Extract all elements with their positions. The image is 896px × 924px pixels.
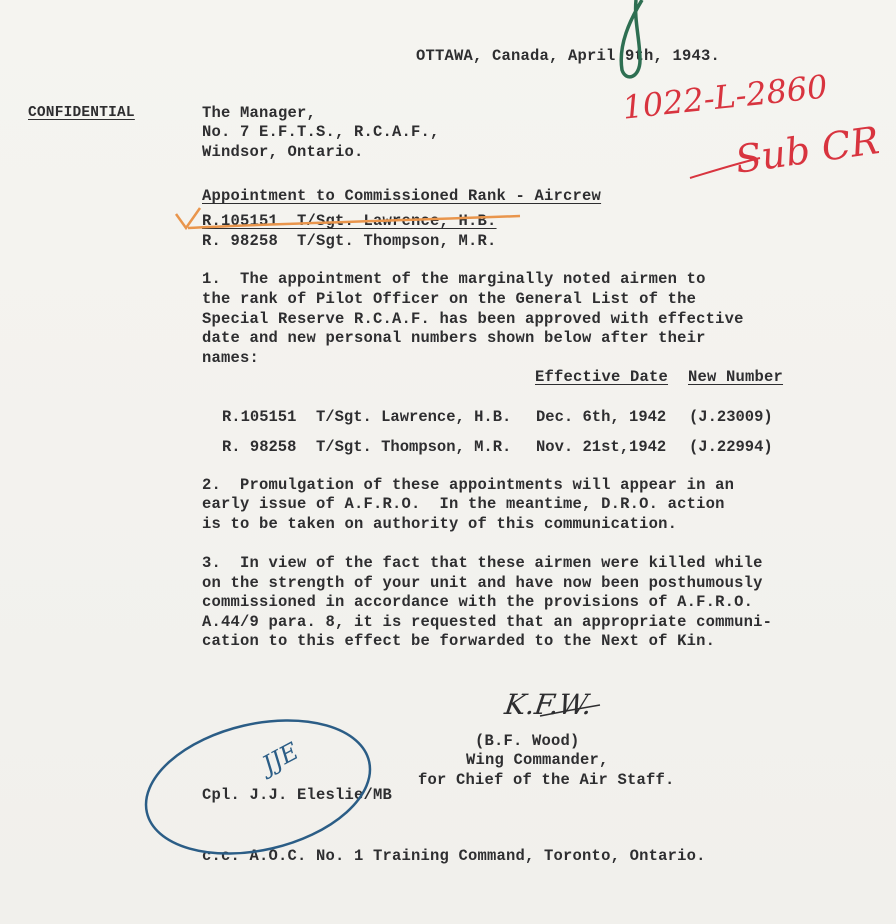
column-header-new-number: New Number <box>688 368 784 386</box>
new-number: (J.23009) <box>689 408 773 426</box>
paragraph-line: A.44/9 para. 8, it is requested that an appropriate communi- <box>202 613 773 631</box>
typist-initials: JJE <box>257 737 304 779</box>
paragraph-line: the rank of Pilot Officer on the General List of the <box>202 290 697 308</box>
subject-line: R. 98258 T/Sgt. Thompson, M.R. <box>202 232 497 250</box>
addressee-line: Windsor, Ontario. <box>202 143 364 161</box>
signatory-name: (B.F. Wood) <box>475 732 580 750</box>
service-number: R. 98258 <box>222 438 297 456</box>
paragraph-line: 3. In view of the fact that these airmen were killed while <box>202 554 763 572</box>
airman-name: T/Sgt. Lawrence, H.B. <box>316 408 512 426</box>
typist-line: Cpl. J.J. Eleslie/MB <box>202 786 393 804</box>
copy-to-line: c.c. A.O.C. No. 1 Training Command, Toronto, Ontario. <box>202 847 706 865</box>
column-header-effective-date: Effective Date <box>535 368 669 386</box>
signature-initials: K.F.W. <box>502 688 594 721</box>
orange-check-mark <box>176 208 200 228</box>
paragraph-line: cation to this effect be forwarded to the Next of Kin. <box>202 632 716 650</box>
paragraph-line: 2. Promulgation of these appointments will appear in an <box>202 476 735 494</box>
signatory-role: for Chief of the Air Staff. <box>418 771 675 789</box>
file-number-handwritten: 1022-L-2860 <box>620 67 830 127</box>
handwritten-note: Sub CR <box>732 118 882 182</box>
paragraph-line: date and new personal numbers shown below after their <box>202 329 706 347</box>
service-number: R.105151 <box>222 408 297 426</box>
paragraph-line: early issue of A.F.R.O. In the meantime, D.R.O. action <box>202 495 725 513</box>
paragraph-line: names: <box>202 349 260 367</box>
paragraph-line: Special Reserve R.C.A.F. has been approved with effective <box>202 310 744 328</box>
addressee-line: No. 7 E.F.T.S., R.C.A.F., <box>202 123 440 141</box>
paragraph-line: is to be taken on authority of this communication. <box>202 515 678 533</box>
addressee-line: The Manager, <box>202 104 317 122</box>
classification-label: CONFIDENTIAL <box>28 105 135 121</box>
place-date: OTTAWA, Canada, April 9th, 1943. <box>416 47 721 65</box>
paragraph-line: on the strength of your unit and have now been posthumously <box>202 574 763 592</box>
new-number: (J.22994) <box>689 438 773 456</box>
signatory-rank: Wing Commander, <box>466 751 609 769</box>
paragraph-line: commissioned in accordance with the provisions of A.F.R.O. <box>202 593 754 611</box>
effective-date: Nov. 21st,1942 <box>536 438 667 456</box>
subject-title: Appointment to Commissioned Rank - Aircrew <box>202 187 602 205</box>
airman-name: T/Sgt. Thompson, M.R. <box>316 438 512 456</box>
effective-date: Dec. 6th, 1942 <box>536 408 667 426</box>
green-ink-stroke <box>621 0 642 77</box>
paragraph-line: 1. The appointment of the marginally noted airmen to <box>202 270 706 288</box>
subject-line: R.105151 T/Sgt. Lawrence, H.B. <box>202 212 497 230</box>
